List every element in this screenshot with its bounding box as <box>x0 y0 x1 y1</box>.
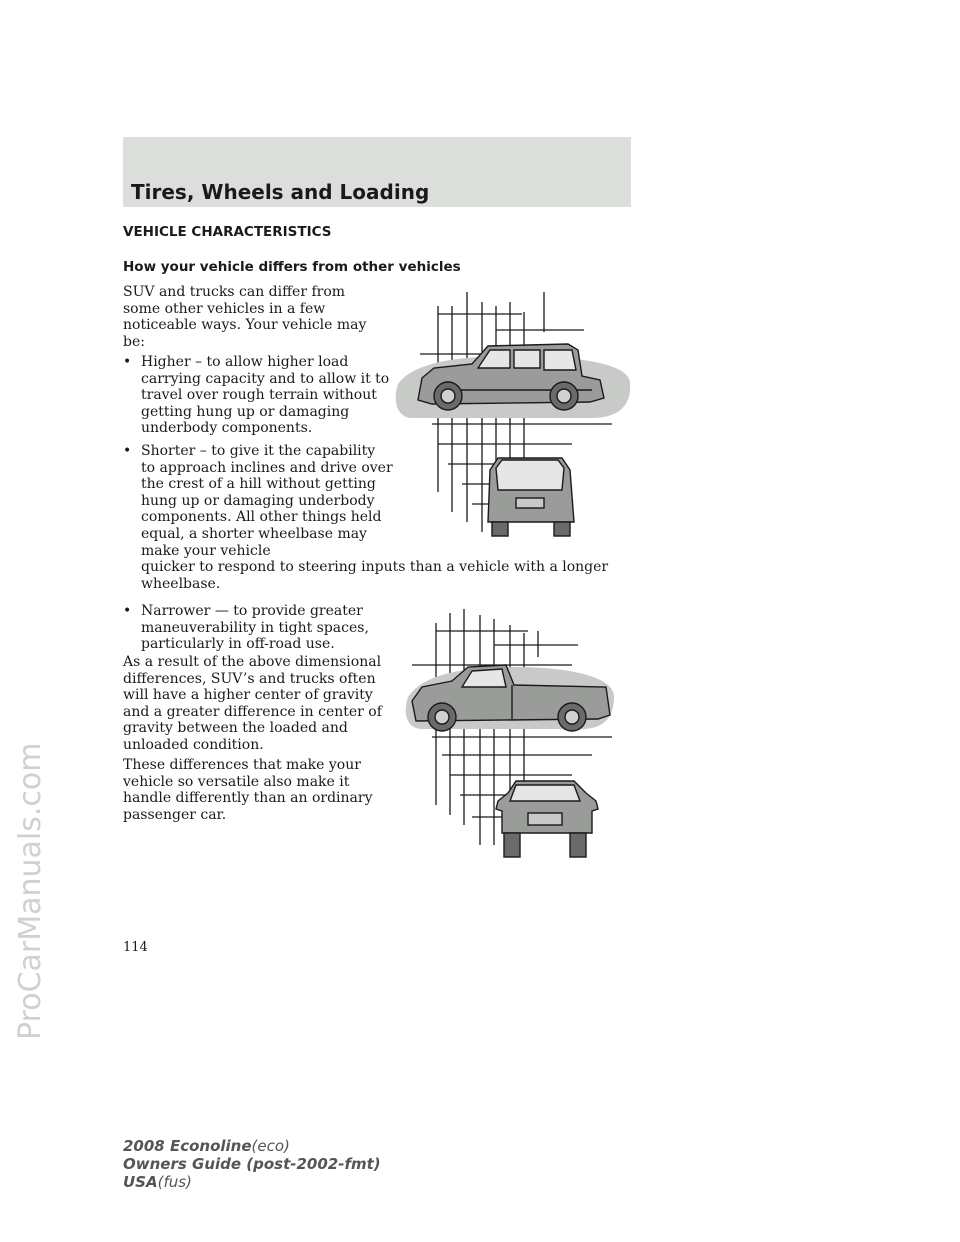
bullet-narrower <box>123 603 385 653</box>
bullet-shorter-continuation: quicker to respond to steering inputs than a vehicle with a longer wheelbase. <box>141 559 609 592</box>
footer-model-code: (eco) <box>251 1137 290 1155</box>
bullet-text: Narrower — to provide greater maneuverability in tight spaces, particularly in off-road use. <box>141 603 369 653</box>
footer <box>123 1137 381 1191</box>
watermark <box>8 500 52 1040</box>
pickup-truck-illustration <box>402 605 616 863</box>
chapter-title: Tires, Wheels and Loading <box>131 180 430 204</box>
page-number: 114 <box>123 940 148 955</box>
truck-rear-view <box>496 781 598 857</box>
section-heading: VEHICLE CHARACTERISTICS <box>123 224 332 240</box>
footer-guide: Owners Guide (post-2002-fmt) <box>123 1155 381 1173</box>
intro-paragraph: SUV and trucks can differ from some other vehicles in a few noticeable ways. Your vehicle may be: <box>123 284 367 350</box>
bullet-text: Shorter – to give it the capability to approach inclines and drive over the crest of a hill without getting hung up or damaging underbody components. All other things held equal, a shorter wheelbase may make your vehicle <box>141 443 393 559</box>
footer-line-2 <box>123 1155 381 1173</box>
suv-rear-view <box>488 458 574 536</box>
sub-heading: How your vehicle differs from other vehicles <box>123 259 461 275</box>
footer-line-3 <box>123 1173 381 1191</box>
bullet-higher <box>123 354 391 437</box>
footer-model: 2008 Econoline <box>123 1137 252 1155</box>
watermark-text: ProCarManuals.com <box>13 742 48 1040</box>
suv-illustration <box>392 292 632 540</box>
bullet-text: Higher – to allow higher load carrying capacity and to allow it to travel over rough terrain without getting hung up or damaging underbody components. <box>141 354 390 437</box>
footer-market: USA <box>123 1173 158 1191</box>
paragraph-handling: These differences that make your vehicle so versatile also make it handle differently than an ordinary passenger car. <box>123 757 373 823</box>
bullet-symbol: • <box>123 354 132 370</box>
bullet-symbol: • <box>123 603 132 619</box>
footer-line-1 <box>123 1137 381 1155</box>
paragraph-center-of-gravity: As a result of the above dimensional differences, SUV’s and trucks often will have a higher center of gravity and a greater difference in center of gravity between the loaded and unloaded condition. <box>123 654 382 753</box>
bullet-symbol: • <box>123 443 132 459</box>
bullet-shorter <box>123 443 393 559</box>
footer-market-code: (fus) <box>157 1173 192 1191</box>
